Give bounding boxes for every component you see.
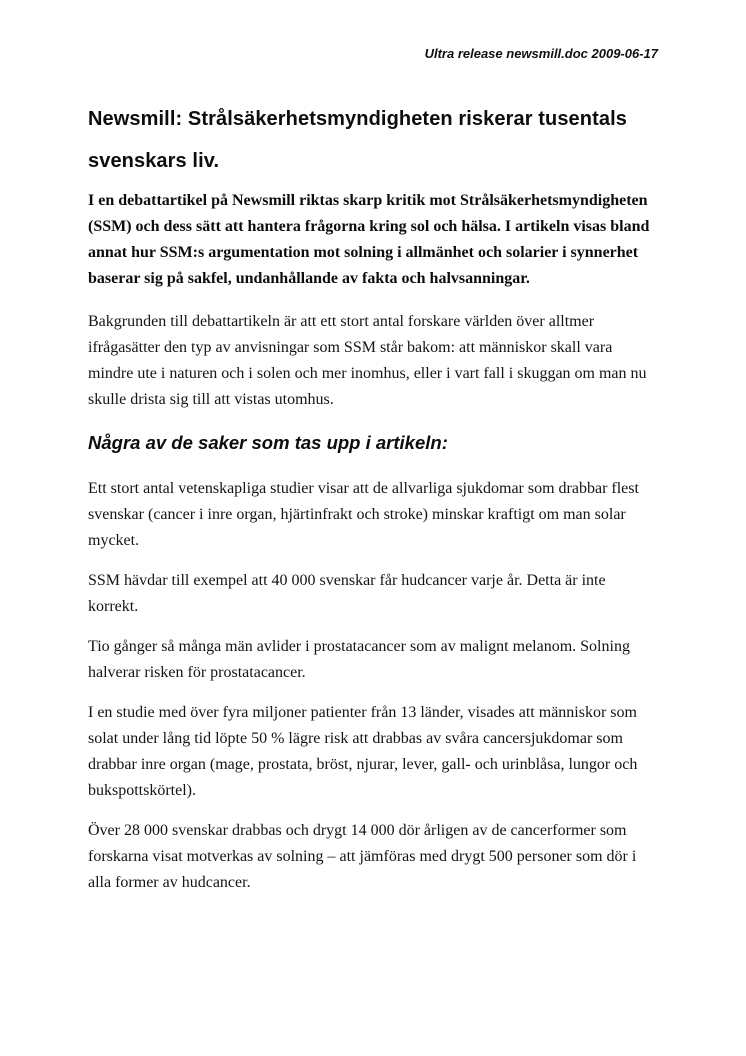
article-point-5: Över 28 000 svenskar drabbas och drygt 14 000 dör årligen av de cancerformer som forskarna visat motverkas av solning – att jämföras med drygt 500 personer som dör i alla former av hudcancer. bbox=[88, 822, 637, 891]
article-point-3: Tio gånger så många män avlider i prostatacancer som av malignt melanom. Solning halverar risken för prostatacancer. bbox=[88, 638, 630, 681]
background-paragraph: Bakgrunden till debattartikeln är att ett stort antal forskare världen över alltmer ifrågasätter den typ av anvisningar som SSM står bakom: att människor skall vara mindre ute i naturen och i solen och mer inomhus, eller i vart fall i skuggan om man nu skulle drista sig till att vistas utomhus. bbox=[88, 313, 647, 408]
lead-paragraph: I en debattartikel på Newsmill riktas skarp kritik mot Strålsäkerhetsmyndigheten (SSM) och dess sätt att hantera frågorna kring sol och hälsa. I artikeln visas bland annat hur SSM:s argumentation mot solning i allmänhet och solarier i synnerhet baserar sig på sakfel, undanhållande av fakta och halvsanningar. bbox=[88, 192, 650, 287]
article-point-4: I en studie med över fyra miljoner patienter från 13 länder, visades att människor som solat under lång tid löpte 50 % lägre risk att drabbas av svåra cancersjukdomar som drabbar inre organ (mage, prostata, bröst, njurar, lever, gall- och urinblåsa, lungor och bukspottskörtel). bbox=[88, 704, 638, 799]
section-heading: Några av de saker som tas upp i artikeln: bbox=[88, 432, 448, 453]
document-header-line: Ultra release newsmill.doc 2009-06-17 bbox=[424, 46, 658, 61]
article-point-2: SSM hävdar till exempel att 40 000 svenskar får hudcancer varje år. Detta är inte korrekt. bbox=[88, 572, 606, 615]
article-point-1: Ett stort antal vetenskapliga studier visar att de allvarliga sjukdomar som drabbar flest svenskar (cancer i inre organ, hjärtinfrakt och stroke) minskar kraftigt om man solar mycket. bbox=[88, 480, 639, 549]
document-title: Newsmill: Strålsäkerhetsmyndigheten riskerar tusentals svenskars liv. bbox=[88, 108, 627, 172]
